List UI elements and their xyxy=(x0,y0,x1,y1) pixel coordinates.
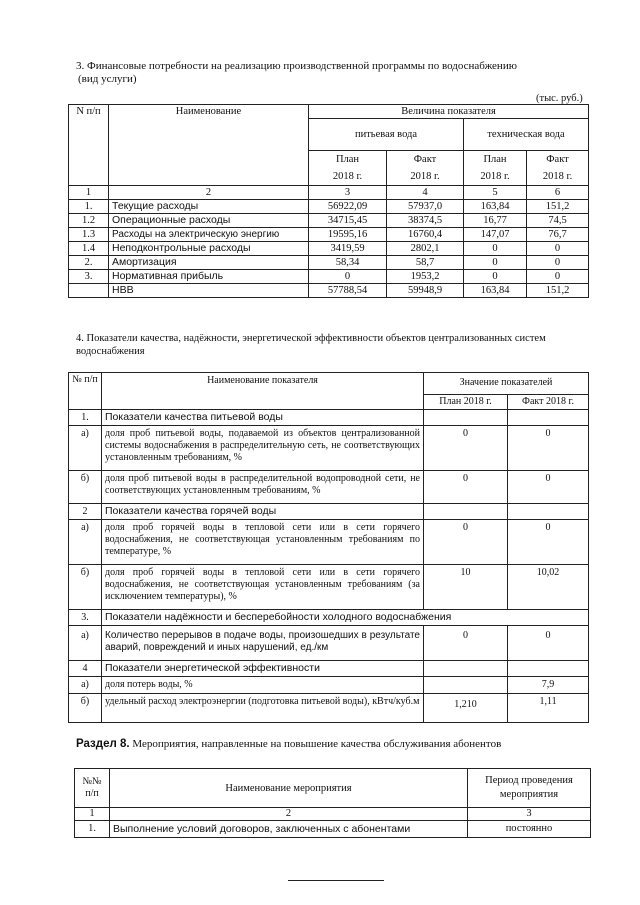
footer-rule xyxy=(288,880,384,881)
table-row: б) доля проб горячей воды в тепловой сети или в сети горячего водоснабжения, не соответствующая установленным требованиям (за исключением температуры), % 10 10,02 xyxy=(69,565,589,610)
header-num: N п/п xyxy=(69,105,109,186)
header-values: Значение показателей xyxy=(424,373,589,395)
table-row: б) доля проб питьевой воды в распределительной водопроводной сети, не соответствующих установленным требованиям, % 0 0 xyxy=(69,471,589,504)
header-indicator-name: Наименование показателя xyxy=(102,373,424,410)
header-fact-drinking: Факт 2018 г. xyxy=(387,150,464,185)
table-row: 3. Нормативная прибыль 0 1953,2 0 0 xyxy=(69,270,589,284)
group-row-3: 3. Показатели надёжности и бесперебойности холодного водоснабжения xyxy=(69,610,589,626)
section4-title: 4. Показатели качества, надёжности, энергетической эффективности объектов централизованных систем водоснабжения xyxy=(76,333,546,357)
table-row: а) доля потерь воды, % 7,9 xyxy=(69,677,589,694)
header-technical: техническая вода xyxy=(464,119,589,150)
table-row: а) Количество перерывов в подаче воды, произошедших в результате аварий, повреждений и иных нарушений, ед./км 0 0 xyxy=(69,626,589,661)
header-fact: Факт 2018 г. xyxy=(508,394,589,409)
section8-title: Раздел 8. Мероприятия, направленные на повышение качества обслуживания абонентов xyxy=(76,738,502,750)
header-drinking: питьевая вода xyxy=(309,119,464,150)
financial-needs-table xyxy=(68,104,589,298)
table-row: б) удельный расход электроэнергии (подготовка питьевой воды), кВтч/куб.м 1,210 1,11 xyxy=(69,694,589,723)
service-measures-table xyxy=(74,768,591,838)
column-numbers-row: 1 2 3 4 5 6 xyxy=(69,186,589,200)
table-row: 1.4 Неподконтрольные расходы 3419,59 2802,1 0 0 xyxy=(69,242,589,256)
table-row: 1.2 Операционные расходы 34715,45 38374,5 16,77 74,5 xyxy=(69,214,589,228)
header-period: Период проведения мероприятия xyxy=(468,769,591,808)
header-plan-drinking: План 2018 г. xyxy=(309,150,387,185)
column-numbers-row: 1 2 3 xyxy=(75,808,591,821)
group-row-4: 4 Показатели энергетической эффективности xyxy=(69,661,589,677)
table-row: 1. Текущие расходы 56922,09 57937,0 163,84 151,2 xyxy=(69,200,589,214)
header-plan: План 2018 г. xyxy=(424,394,508,409)
header-plan-technical: План 2018 г. xyxy=(464,150,527,185)
table-row-total: НВВ 57788,54 59948,9 163,84 151,2 xyxy=(69,284,589,298)
header-value: Величина показателя xyxy=(309,105,589,119)
header-fact-technical: Факт 2018 г. xyxy=(527,150,589,185)
group-row-2: 2 Показатели качества горячей воды xyxy=(69,504,589,520)
header-name: Наименование xyxy=(109,105,309,186)
group-row-1: 1. Показатели качества питьевой воды xyxy=(69,410,589,426)
table-row: а) доля проб питьевой воды, подаваемой из объектов централизованной системы водоснабжения в распределительную сеть, не соответствующих установленным требованиям, % 0 0 xyxy=(69,426,589,471)
section3-title: 3. Финансовые потребности на реализацию производственной программы по водоснабжению (вид услуги) xyxy=(76,60,517,85)
table-row: 1. Выполнение условий договоров, заключенных с абонентами постоянно xyxy=(75,821,591,838)
quality-indicators-table xyxy=(68,372,589,723)
header-num: №№ п/п xyxy=(75,769,110,808)
table-row: 1.3 Расходы на электрическую энергию 19595,16 16760,4 147,07 76,7 xyxy=(69,228,589,242)
table-row: а) доля проб горячей воды в тепловой сети или в сети горячего водоснабжения, не соответствующая установленным требованиям по температуре, % 0 0 xyxy=(69,520,589,565)
units-label: (тыс. руб.) xyxy=(536,93,583,104)
header-num: № п/п xyxy=(69,373,102,410)
table-row: 2. Амортизация 58,34 58,7 0 0 xyxy=(69,256,589,270)
header-measure-name: Наименование мероприятия xyxy=(110,769,468,808)
